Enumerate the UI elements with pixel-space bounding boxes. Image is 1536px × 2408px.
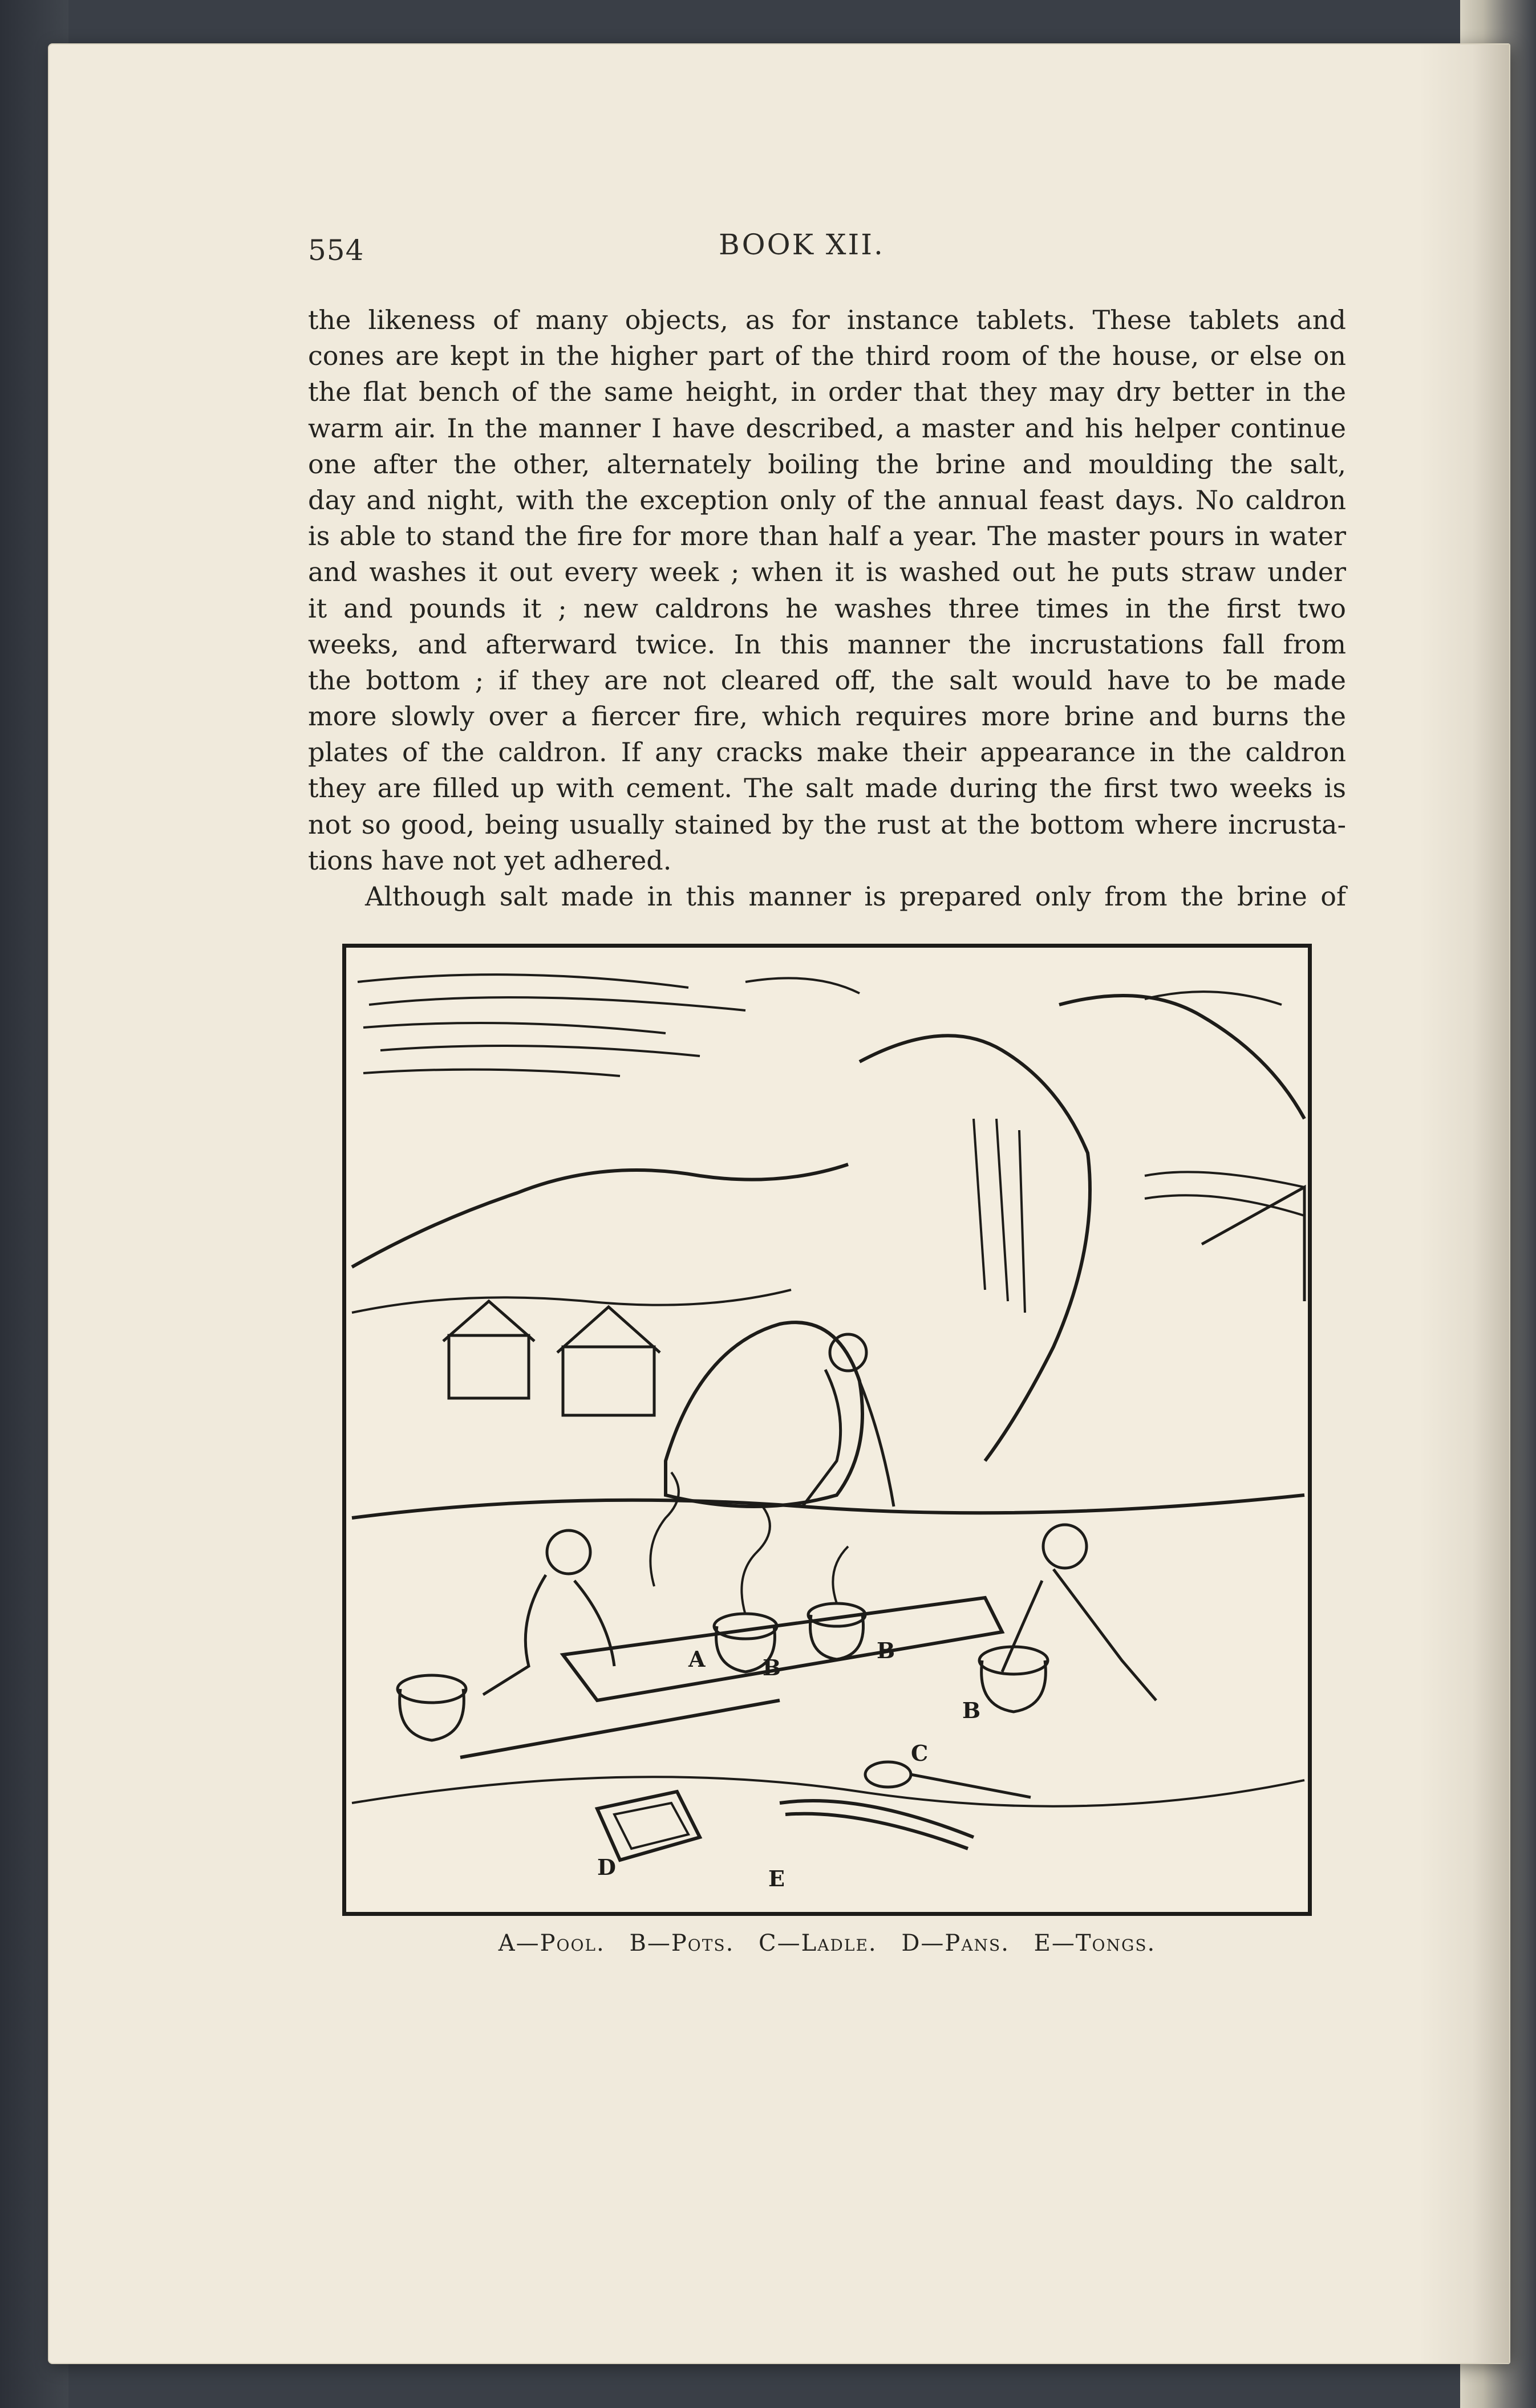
caption-item: D—Pans. [901,1930,1010,1956]
figure-label-c: C [911,1740,929,1766]
caption-item: C—Ladle. [759,1930,877,1956]
text-line: weeks, and afterward twice. In this manner the incrustations fall from [308,628,1346,660]
woodcut-drawing [346,948,1308,1912]
caption-item: E—Tongs. [1034,1930,1156,1956]
figure-label-e: E [768,1866,785,1891]
text-line: one after the other, alternately boiling the brine and moulding the salt, [308,448,1346,480]
text-line: it and pounds it ; new caldrons he washes three times in the first two [308,592,1346,624]
page-gutter-shade [1418,44,1509,2363]
body-text [308,302,1346,915]
text-line: Although salt made in this manner is prepared only from the brine of [365,881,1346,912]
text-line: day and night, with the exception only of the annual feast days. No caldron [308,484,1346,515]
text-line: more slowly over a fiercer fire, which requires more brine and burns the [308,701,1346,732]
text-line: is able to stand the fire for more than half a year. The master pours in water [308,521,1346,552]
text-line: the flat bench of the same height, in order that they may dry better in the [308,376,1346,408]
text-line: warm air. In the manner I have described, a master and his helper continue [308,412,1346,444]
text-line: not so good, being usually stained by the rust at the bottom where incrusta- [308,809,1346,840]
running-head: BOOK XII. [719,228,885,261]
figure-label-b: B [763,1655,781,1680]
figure-label-d: D [597,1854,616,1880]
text-line: tions have not yet adhered. [308,844,672,876]
figure-label-b: B [877,1638,895,1663]
figure-label-a: A [688,1646,706,1672]
text-line: the likeness of many objects, as for instance tablets. These tablets and [308,304,1346,335]
text-line: they are filled up with cement. The salt made during the first two weeks is [308,773,1346,804]
caption-item: B—Pots. [629,1930,735,1956]
caption-item: A—Pool. [498,1930,605,1956]
text-line: the bottom ; if they are not cleared off, the salt would have to be made [308,664,1346,696]
page-number: 554 [308,234,364,267]
woodcut-illustration [342,944,1312,1916]
figure-caption [342,1930,1312,1956]
text-line: cones are kept in the higher part of the third room of the house, or else on [308,340,1346,372]
figure-label-b: B [962,1698,981,1723]
text-line: plates of the caldron. If any cracks make their appearance in the caldron [308,737,1346,768]
text-line: and washes it out every week ; when it is washed out he puts straw under [308,557,1346,588]
